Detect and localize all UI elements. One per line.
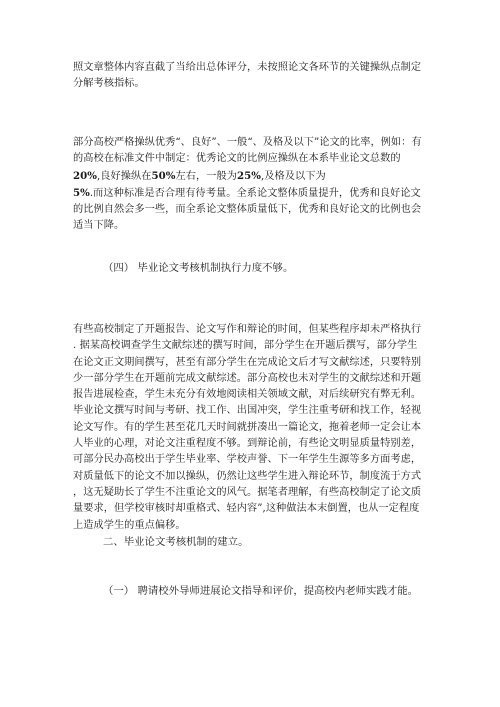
text-line: 照文章整体内容直截了当给出总体评分，未按照论文各环节的关键操纵点制定 <box>73 62 422 73</box>
text-line: ，这无疑助长了学生不注重论文的风气。据笔者理解，有些高校制定了论文质 <box>73 486 422 498</box>
text-line: 在论文正文期间撰写，甚至有部分学生在完成论文后才写文献综述，只要特别 <box>73 356 422 368</box>
text-line: 少一部分学生在开题前完成文献综述。部分高校也未对学生的文献综述和开题 <box>73 372 422 384</box>
text-line <box>73 168 422 185</box>
text-line: 量要求，但学校审核时却重格式、轻内容”,这种做法本末倒置，也从一定程度 <box>73 503 420 515</box>
text-line: 可部分民办高校出于学生毕业率、学校声誉、下一年学生生源等多方面考虑， <box>73 454 422 466</box>
text-line: 人毕业的心理，对论文注重程度不够。到辩论前，有些论文明显质量特别差， <box>73 438 422 450</box>
text-line: 上造成学生的重点偏移。 <box>73 519 186 531</box>
text-line: 对质量低下的论文不加以操纵，仍然让这些学生进入辩论环节，制度流于方式 <box>73 470 422 482</box>
text-line: 的高校在标准文件中制定：优秀论文的比例应操纵在本系毕业论文总数的 <box>73 153 401 165</box>
intro-paragraph <box>73 60 421 93</box>
text-line: 分解考核指标。 <box>73 78 145 90</box>
text-line: . 据某高校调查学生文献综述的撰写时间，部分学生在开题后撰写，部分学生 <box>73 340 418 352</box>
text-run: .而这种标准是否合理有待考量。全系论文整体质量提升，优秀和良好论文 <box>89 187 421 199</box>
percent-value: 25% <box>236 169 261 182</box>
percent-value: 5% <box>73 186 90 199</box>
text-line: 有些高校制定了开题报告、论文写作和辩论的时间，但某些程序却未严格执行 <box>73 324 422 335</box>
text-line: 报告进展检查，学生未充分有效地阅读相关领域文献，对后续研究有弊无利。 <box>73 389 422 401</box>
section-heading-one: （一） 聘请校外导师进展论文指导和评价，提高校内老师实践才能。 <box>103 585 419 597</box>
text-line: 论文写作。有的学生甚至花几天时间就拼凑出一篇论文，拖着老师一定会让本 <box>73 421 422 433</box>
percent-value: 50% <box>151 169 176 182</box>
text-line: 毕业论文撰写时间与考研、找工作、出国冲突，学生注重考研和找工作，轻视 <box>73 405 422 417</box>
section-heading-four: （四） 毕业论文考核机制执行力度不够。 <box>103 262 294 274</box>
percent-value: 20% <box>73 169 98 182</box>
section-heading-two: 二、毕业论文考核机制的建立。 <box>103 536 249 548</box>
text-line: 的比例自然会多一些，而全系论文整体质量低下，优秀和良好论文的比例也会 <box>73 204 422 216</box>
text-run: ,良好操纵在 <box>97 170 152 182</box>
text-run: ,及格及以下为 <box>260 170 326 182</box>
text-run: 左右，一般为 <box>175 170 237 182</box>
text-line: 适当下降。 <box>73 220 125 232</box>
ratio-paragraph <box>73 135 422 235</box>
execution-paragraph <box>73 322 421 534</box>
text-line: 部分高校严格操纵优秀“、良好”、一般“、及格及以下”论文的比率，例如：有 <box>73 137 422 148</box>
text-line <box>73 185 422 202</box>
